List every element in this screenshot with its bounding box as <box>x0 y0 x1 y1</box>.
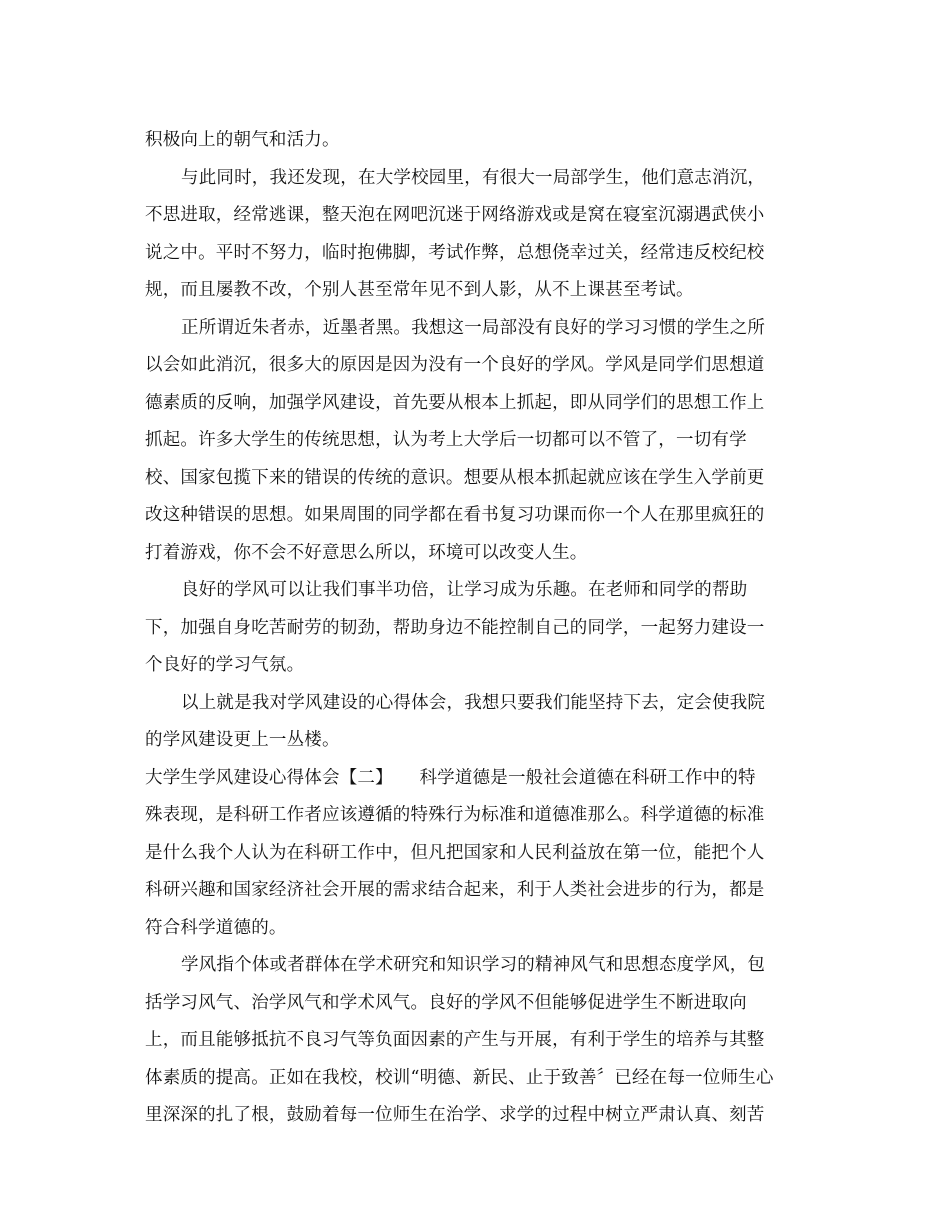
text-line: 以会如此消沉，很多大的原因是因为没有一个良好的学风。学风是同学们思想道 <box>145 355 765 375</box>
text-line: 德素质的反响，加强学风建设，首先要从根本上抓起，即从同学们的思想工作上 <box>145 392 765 413</box>
text-line: 规，而且屡教不改，个别人甚至常年见不到人影，从不上课甚至考试。 <box>145 280 694 300</box>
text-line: 积极向上的朝气和活力。 <box>145 130 340 150</box>
text-line: 个良好的学习气氛。 <box>145 655 305 675</box>
text-line: 校、国家包揽下来的错误的传统的意识。想要从根本抓起就应该在学生入学前更 <box>145 467 765 488</box>
text-line: 抓起。许多大学生的传统思想，认为考上大学后一切都可以不管了，一切有学 <box>145 430 747 450</box>
text-line: 改这种错误的思想。如果周围的同学都在看书复习功课而你一个人在那里疯狂的 <box>145 505 765 525</box>
text-line: 大学生学风建设心得体会【二】 科学道德是一般社会道德在科研工作中的特 <box>145 767 756 788</box>
text-line: 殊表现，是科研工作者应该遵循的特殊行为标准和道德准那么。科学道德的标准 <box>145 805 765 825</box>
text-line: 学风指个体或者群体在学术研究和知识学习的精神风气和思想态度学风，包 <box>181 955 766 975</box>
text-line: 体素质的提高。正如在我校，校训“明德、新民、止于致善〞已经在每一位师生心 <box>145 1067 774 1088</box>
text-line: 良好的学风可以让我们事半功倍，让学习成为乐趣。在老师和同学的帮助 <box>181 580 748 600</box>
text-line: 里深深的扎了根，鼓励着每一位师生在治学、求学的过程中树立严肃认真、刻苦 <box>145 1105 765 1125</box>
text-line: 上，而且能够抵抗不良习气等负面因素的产生与开展，有利于学生的培养与其整 <box>145 1030 765 1050</box>
text-line: 是什么我个人认为在科研工作中，但凡把国家和人民利益放在第一位，能把个人 <box>145 842 765 863</box>
text-line: 与此同时，我还发现，在大学校园里，有很大一局部学生，他们意志消沉， <box>181 167 766 188</box>
text-line: 以上就是我对学风建设的心得体会，我想只要我们能坚持下去，定会使我院 <box>181 692 766 713</box>
text-line: 下，加强自身吃苦耐劳的韧劲，帮助身边不能控制自己的同学，一起努力建设一 <box>145 617 765 638</box>
text-line: 的学风建设更上一丛楼。 <box>145 730 340 750</box>
text-line: 打着游戏，你不会不好意思么所以，环境可以改变人生。 <box>145 542 588 563</box>
text-line: 说之中。平时不努力，临时抱佛脚，考试作弊，总想侥幸过关，经常违反校纪校 <box>145 242 765 263</box>
text-line: 正所谓近朱者赤，近墨者黑。我想这一局部没有良好的学习习惯的学生之所 <box>181 317 766 338</box>
text-line: 不思进取，经常逃课，整天泡在网吧沉迷于网络游戏或是窝在寝室沉溺遇武侠小 <box>145 205 765 225</box>
document-body <box>145 122 810 1135</box>
text-line: 括学习风气、治学风气和学术风气。良好的学风不但能够促进学生不断进取向 <box>145 992 747 1013</box>
text-line: 符合科学道德的。 <box>145 917 287 938</box>
text-line: 科研兴趣和国家经济社会开展的需求结合起来，利于人类社会进步的行为，都是 <box>145 880 765 900</box>
